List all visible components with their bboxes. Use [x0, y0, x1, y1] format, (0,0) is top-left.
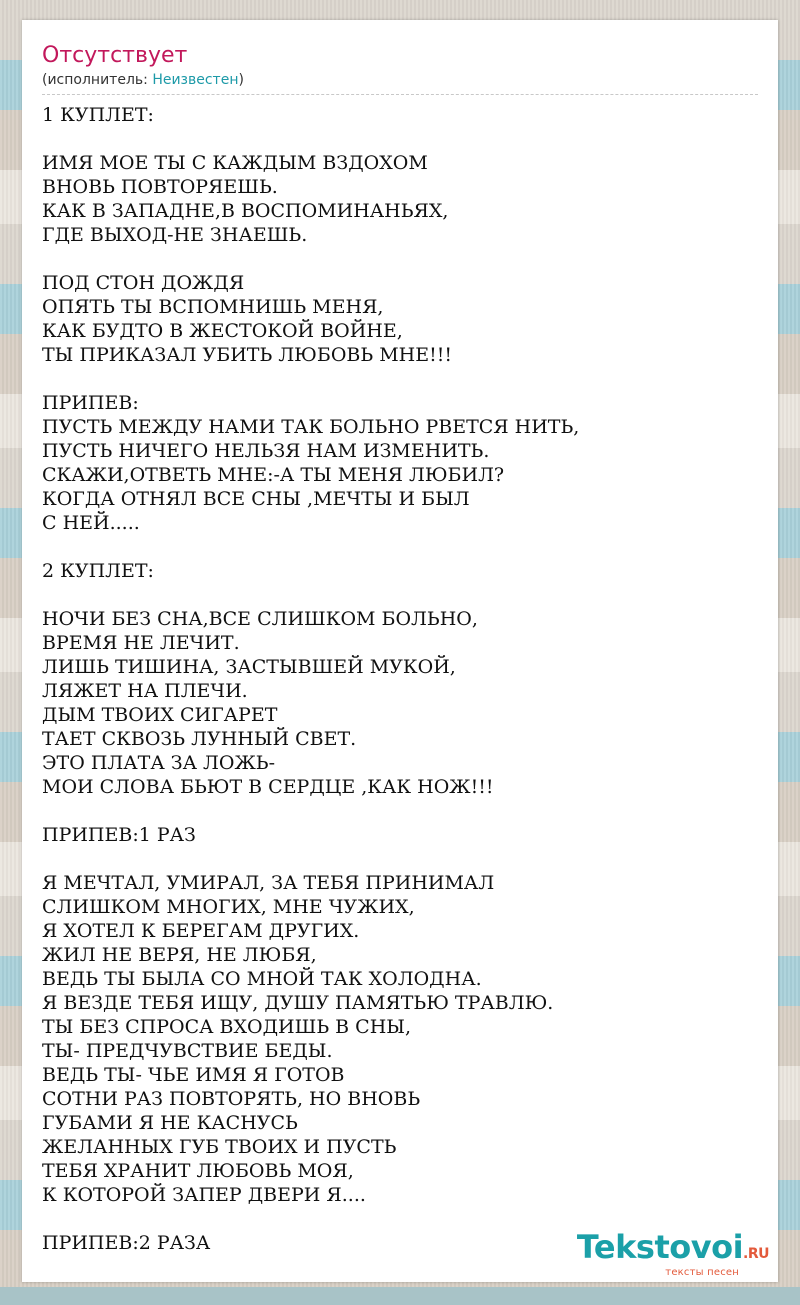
background-bottom-strip: [0, 1287, 800, 1305]
lyrics-card: [22, 20, 778, 1282]
artist-link[interactable]: Неизвестен: [152, 72, 239, 88]
site-logo[interactable]: [577, 1230, 769, 1278]
logo-wordmark: [577, 1230, 769, 1271]
logo-main-text: Tekstovoi: [576, 1228, 744, 1266]
artist-suffix: ): [238, 72, 244, 88]
header-divider: [42, 94, 758, 95]
logo-tagline: тексты песен: [665, 1267, 739, 1278]
song-title: Отсутствует: [42, 43, 188, 68]
logo-suffix: .RU: [743, 1246, 769, 1262]
artist-line: [42, 70, 758, 90]
lyrics-text: 1 КУПЛЕТ: ИМЯ МОЕ ТЫ С КАЖДЫМ ВЗДОХОМ ВНОВЬ ПОВТОРЯЕШЬ. КАК В ЗАПАДНЕ,В ВОСПОМИНАНЬЯХ, ГДЕ ВЫХОД-НЕ ЗНАЕШЬ. ПОД СТОН ДОЖДЯ ОПЯТЬ ТЫ ВСПОМНИШЬ МЕНЯ, КАК БУДТО В ЖЕСТОКОЙ ВОЙНЕ, ТЫ ПРИКАЗАЛ УБИТЬ ЛЮБОВЬ МНЕ!!! ПРИПЕВ: ПУСТЬ МЕЖДУ НАМИ ТАК БОЛЬНО РВЕТСЯ НИТЬ, ПУСТЬ НИЧЕГО НЕЛЬЗЯ НАМ ИЗМЕНИТЬ. СКАЖИ,ОТВЕТЬ МНЕ:-А ТЫ МЕНЯ ЛЮБИЛ? КОГДА ОТНЯЛ ВСЕ СНЫ ,МЕЧТЫ И БЫЛ С НЕЙ..... 2 КУПЛЕТ: НОЧИ БЕЗ СНА,ВСЕ СЛИШКОМ БОЛЬНО, ВРЕМЯ НЕ ЛЕЧИТ. ЛИШЬ ТИШИНА, ЗАСТЫВШЕЙ МУКОЙ, ЛЯЖЕТ НА ПЛЕЧИ. ДЫМ ТВОИХ СИГАРЕТ ТАЕТ СКВОЗЬ ЛУННЫЙ СВЕТ. ЭТО ПЛАТА ЗА ЛОЖЬ- МОИ СЛОВА БЬЮТ В СЕРДЦЕ ,КАК НОЖ!!! ПРИПЕВ:1 РАЗ Я МЕЧТАЛ, УМИРАЛ, ЗА ТЕБЯ ПРИНИМАЛ СЛИШКОМ МНОГИХ, МНЕ ЧУЖИХ, Я ХОТЕЛ К БЕРЕГАМ ДРУГИХ. ЖИЛ НЕ ВЕРЯ, НЕ ЛЮБЯ, ВЕДЬ ТЫ БЫЛА СО МНОЙ ТАК ХОЛОДНА. Я ВЕЗДЕ ТЕБЯ ИЩУ, ДУШУ ПАМЯТЬЮ ТРАВЛЮ. ТЫ БЕЗ СПРОСА ВХОДИШЬ В СНЫ, ТЫ- ПРЕДЧУВСТВИЕ БЕДЫ. ВЕДЬ ТЫ- ЧЬЕ ИМЯ Я ГОТОВ СОТНИ РАЗ ПОВТОРЯТЬ, НО ВНОВЬ ГУБАМИ Я НЕ КАСНУСЬ ЖЕЛАННЫХ ГУБ ТВОИХ И ПУСТЬ ТЕБЯ ХРАНИТ ЛЮБОВЬ МОЯ, К КОТОРОЙ ЗАПЕР ДВЕРИ Я.... ПРИПЕВ:2 РАЗА: [42, 104, 580, 1254]
artist-prefix: (исполнитель:: [42, 72, 153, 88]
